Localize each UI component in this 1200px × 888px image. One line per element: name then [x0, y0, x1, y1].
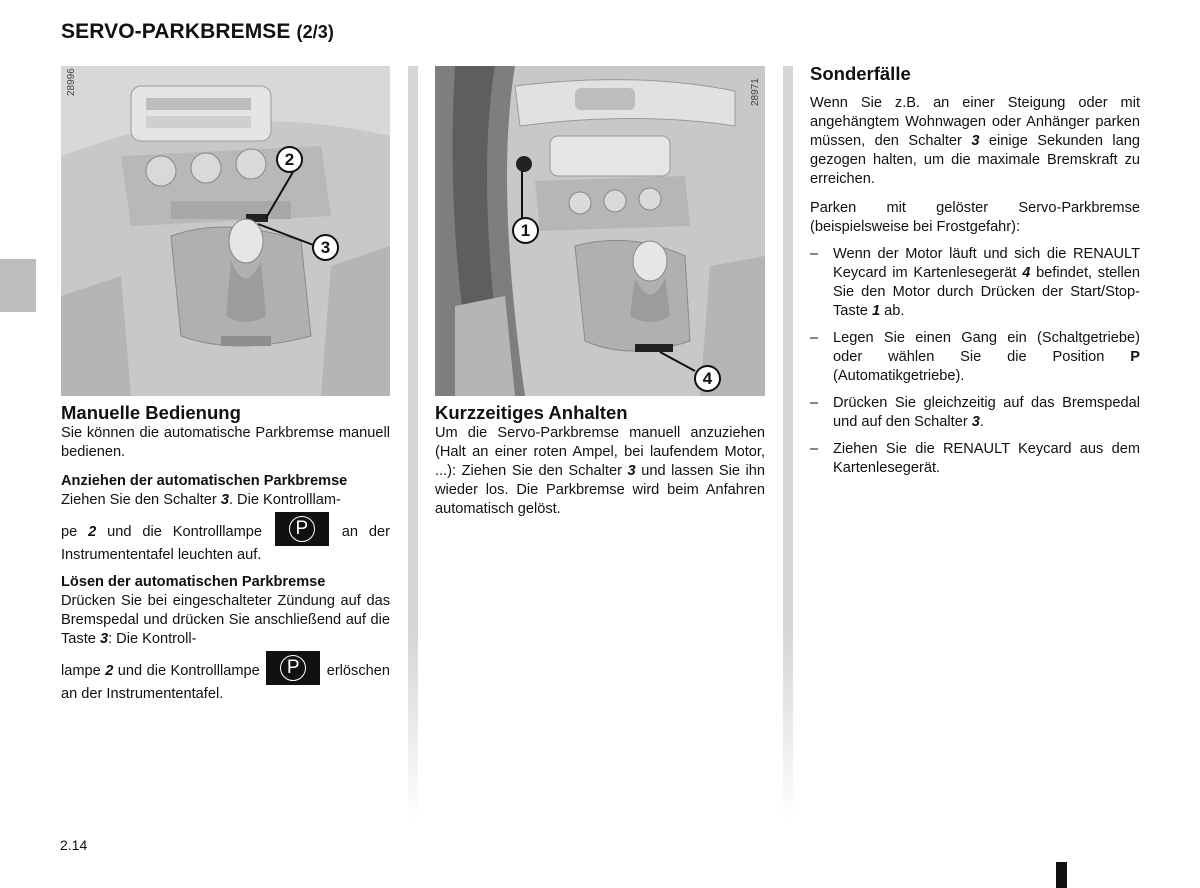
ref-3: 3	[99, 631, 109, 647]
page-edge-marker	[1056, 862, 1067, 888]
apply-paragraph-cont: pe 2 und die Kontrolllampe P an der Instrumententafel leuchten auf.	[61, 512, 390, 565]
ref-3: 3	[971, 414, 980, 430]
parking-brake-warning-icon: P	[266, 651, 320, 685]
apply-heading: Anziehen der automatischen Parkbremse	[61, 473, 348, 489]
ref-3: 3	[627, 463, 636, 479]
chapter-tab	[0, 259, 36, 312]
ref-4: 4	[1022, 265, 1031, 281]
column-divider-2	[783, 66, 793, 822]
photo-center-console	[61, 66, 390, 396]
position-p: P	[1130, 349, 1140, 365]
heading-special-cases: Sonderfälle	[810, 63, 911, 84]
short-stop-paragraph: Um die Servo-Parkbremse manuell anzuziehen (Halt an einer roten Ampel, bei laufendem Motor, ...): Ziehen Sie den Schalter 3 und lassen Sie ihn wieder los. Die Parkbremse wird beim Anfahren automatisch gelöst.	[435, 425, 766, 517]
steps-list	[810, 245, 1140, 478]
list-item: – Legen Sie einen Gang ein (Schaltgetriebe) oder wählen Sie die Position P (Automatikgetriebe).	[810, 329, 1140, 386]
heading-short-stop: Kurzzeitiges Anhalten	[435, 402, 628, 423]
page-title-main: SERVO-PARKBREMSE	[61, 20, 291, 43]
column-1-text	[61, 424, 390, 704]
ref-3: 3	[220, 492, 229, 508]
page-title-sub: (2/3)	[296, 22, 334, 42]
special-cases-paragraph: Wenn Sie z.B. an einer Steigung oder mit angehängtem Wohnwagen oder Anhänger parken müssen, den Schalter 3 einige Sekunden lang gezogen halten, um die maximale Bremskraft zu erreichen.	[810, 95, 1140, 187]
list-item: – Ziehen Sie die RENAULT Keycard aus dem Kartenlesegerät.	[810, 440, 1140, 478]
callout-3: 3	[312, 234, 339, 261]
apply-paragraph: Ziehen Sie den Schalter 3. Die Kontrolllam-	[61, 492, 341, 508]
heading-manual-operation: Manuelle Bedienung	[61, 402, 241, 423]
column-3-text	[810, 94, 1140, 486]
ref-2: 2	[88, 524, 97, 540]
photo-reference-number: 28971	[750, 78, 761, 106]
list-item: – Drücken Sie gleichzeitig auf das Bremspedal und auf den Schalter 3.	[810, 394, 1140, 432]
page-title	[61, 20, 334, 44]
parking-brake-warning-icon: P	[275, 512, 329, 546]
photo-center-console-illustration	[61, 66, 390, 396]
release-heading: Lösen der automatischen Parkbremse	[61, 574, 326, 590]
list-item: – Wenn der Motor läuft und sich die RENAULT Keycard im Kartenlesegerät 4 befindet, stellen Sie den Motor durch Drücken der Start/Stop-Taste 1 ab.	[810, 245, 1140, 321]
release-paragraph-cont: lampe 2 und die Kontrolllampe P erlöschen an der Instrumententafel.	[61, 651, 390, 704]
ref-3: 3	[971, 133, 980, 149]
photo-dashboard-card-reader-illustration	[435, 66, 765, 396]
callout-4: 4	[694, 365, 721, 392]
ref-2: 2	[105, 663, 114, 679]
callout-1: 1	[512, 217, 539, 244]
release-paragraph: Drücken Sie bei eingeschalteter Zündung auf das Bremspedal und drücken Sie anschließend auf die Taste 3: Die Kontroll-	[61, 593, 390, 647]
column-divider-1	[408, 66, 418, 822]
manual-intro: Sie können die automatische Parkbremse manuell bedienen.	[61, 425, 390, 460]
photo-dashboard-card-reader	[435, 66, 765, 396]
callout-2: 2	[276, 146, 303, 173]
page-number: 2.14	[60, 837, 88, 853]
ref-1: 1	[871, 303, 881, 319]
photo-reference-number: 28996	[66, 68, 77, 96]
parking-released-intro: Parken mit gelöster Servo-Parkbremse (beispielsweise bei Frostgefahr):	[810, 200, 1140, 235]
column-2-text	[435, 424, 765, 519]
